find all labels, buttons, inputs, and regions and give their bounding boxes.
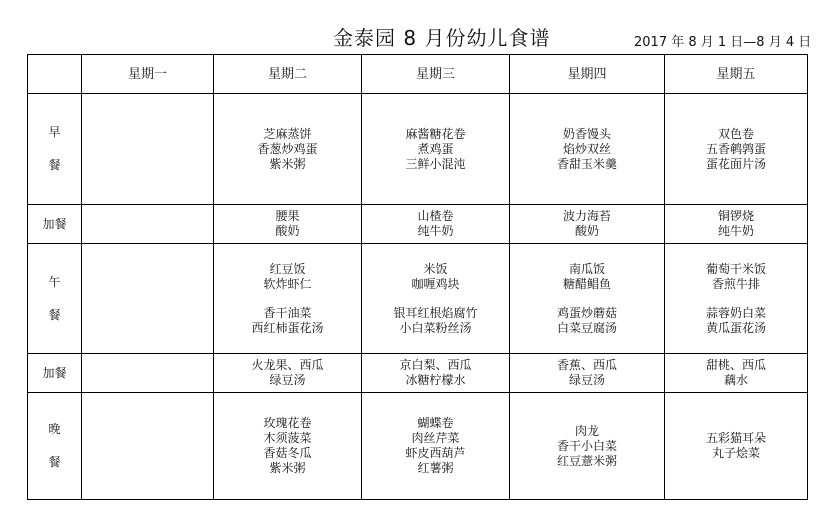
meal-label-text: 午 xyxy=(48,274,61,289)
meal-label-text: 早 xyxy=(48,125,61,139)
menu-cell xyxy=(665,244,808,354)
menu-cell xyxy=(214,393,362,500)
dish-item: 奶香馒头 xyxy=(562,126,611,141)
dish-item: 五彩猫耳朵 xyxy=(705,431,766,445)
dish-item: 西红柿蛋花汤 xyxy=(251,320,324,335)
dish-item: 肉丝芹菜 xyxy=(411,431,460,445)
meal-row xyxy=(28,393,808,500)
dish-item: 五香鹌鹑蛋 xyxy=(705,141,766,156)
menu-cell xyxy=(82,393,214,500)
dish-item: 肉龙 xyxy=(574,423,599,438)
header-row xyxy=(28,55,808,94)
menu-cell xyxy=(214,205,362,244)
dish-item: 小白菜粉丝汤 xyxy=(399,320,472,335)
dish-item: 虾皮西葫芦 xyxy=(405,446,466,460)
dish-item: 火龙果、西瓜 xyxy=(251,358,324,372)
dish-item: 咖喱鸡块 xyxy=(411,276,460,291)
meal-row xyxy=(28,205,808,244)
meal-label-text: 晚 xyxy=(48,422,61,436)
dish-item: 酸奶 xyxy=(275,224,300,238)
menu-cell xyxy=(510,354,665,393)
dish-item: 香菇冬瓜 xyxy=(263,446,312,460)
meal-row xyxy=(28,94,808,205)
dish-item: 冰糖柠檬水 xyxy=(405,373,466,387)
menu-cell xyxy=(362,244,510,354)
dish-item: 绿豆汤 xyxy=(568,373,605,387)
meal-label-text: 加餐 xyxy=(42,216,67,231)
menu-cell xyxy=(214,94,362,205)
day-header: 星期二 xyxy=(214,55,362,94)
dish-item: 蒜蓉奶白菜 xyxy=(705,305,766,320)
dish-item: 纯牛奶 xyxy=(417,224,454,238)
meal-label xyxy=(28,354,82,393)
dish-item: 南瓜饭 xyxy=(568,261,605,276)
dish-item: 波力海苔 xyxy=(562,209,611,223)
dish-item: 腰果 xyxy=(275,209,300,223)
dish-item: 铜锣烧 xyxy=(717,209,754,223)
dish-item: 糖醋鲳鱼 xyxy=(562,276,611,291)
dish-item: 京白梨、西瓜 xyxy=(399,358,472,372)
dish-item: 蝴蝶卷 xyxy=(417,416,454,430)
dish-item: 鸡蛋炒蘑菇 xyxy=(556,305,617,320)
meal-label-text: 餐 xyxy=(48,307,61,322)
menu-cell xyxy=(510,94,665,205)
day-header: 星期三 xyxy=(362,55,510,94)
dish-item: 玫瑰花卷 xyxy=(263,416,312,430)
dish-item: 藕水 xyxy=(723,373,748,387)
dish-item: 红豆饭 xyxy=(269,261,306,276)
meal-label xyxy=(28,244,82,354)
meal-label xyxy=(28,393,82,500)
dish-item: 紫米粥 xyxy=(269,461,306,475)
meal-label xyxy=(28,205,82,244)
day-header: 星期一 xyxy=(82,55,214,94)
meal-row xyxy=(28,244,808,354)
dish-item: 甜桃、西瓜 xyxy=(705,358,766,372)
dish-item: 蛋花面片汤 xyxy=(705,156,766,171)
dish-item: 白菜豆腐汤 xyxy=(556,320,617,335)
dish-item: 纯牛奶 xyxy=(717,224,754,238)
meal-row xyxy=(28,354,808,393)
menu-cell xyxy=(82,205,214,244)
cell-spacer xyxy=(214,292,361,306)
menu-cell xyxy=(82,244,214,354)
dish-item: 绿豆汤 xyxy=(269,373,306,387)
menu-table xyxy=(27,54,808,500)
cell-spacer xyxy=(362,292,509,306)
date-range: 2017 年 8 月 1 日—8 月 4 日 xyxy=(634,35,812,50)
menu-cell xyxy=(214,354,362,393)
day-header: 星期五 xyxy=(665,55,808,94)
dish-item: 香甜玉米羹 xyxy=(556,156,617,171)
menu-cell xyxy=(214,244,362,354)
menu-cell xyxy=(362,354,510,393)
menu-cell xyxy=(665,94,808,205)
dish-item: 酸奶 xyxy=(574,224,599,238)
menu-cell xyxy=(362,205,510,244)
meal-label-text: 餐 xyxy=(48,455,61,469)
dish-item: 双色卷 xyxy=(717,126,754,141)
menu-cell xyxy=(665,205,808,244)
dish-item: 米饭 xyxy=(423,261,448,276)
menu-cell xyxy=(362,393,510,500)
meal-label-text: 餐 xyxy=(48,158,61,172)
dish-item: 木须菠菜 xyxy=(263,431,312,445)
dish-item: 红薯粥 xyxy=(417,461,454,475)
dish-item: 紫米粥 xyxy=(269,156,306,171)
dish-item: 芝麻蒸饼 xyxy=(263,126,312,141)
menu-cell xyxy=(82,354,214,393)
menu-cell xyxy=(510,244,665,354)
page-title: 金泰园 8 月份幼儿食谱 xyxy=(333,26,551,50)
day-header: 星期四 xyxy=(510,55,665,94)
menu-cell xyxy=(510,205,665,244)
corner-cell xyxy=(28,55,82,94)
menu-cell xyxy=(665,393,808,500)
meal-label xyxy=(28,94,82,205)
dish-item: 焰炒双丝 xyxy=(562,141,611,156)
dish-item: 煮鸡蛋 xyxy=(417,141,454,156)
dish-item: 丸子烩菜 xyxy=(711,446,760,460)
cell-spacer xyxy=(665,292,807,306)
meal-label-text: 加餐 xyxy=(42,365,67,380)
menu-cell xyxy=(665,354,808,393)
dish-item: 香干油菜 xyxy=(263,305,312,320)
menu-cell xyxy=(510,393,665,500)
dish-item: 香蕉、西瓜 xyxy=(556,358,617,372)
dish-item: 黄瓜蛋花汤 xyxy=(705,320,766,335)
cell-spacer xyxy=(510,292,664,306)
dish-item: 三鲜小混沌 xyxy=(405,156,466,171)
menu-cell xyxy=(82,94,214,205)
dish-item: 山楂卷 xyxy=(417,209,454,223)
dish-item: 软炸虾仁 xyxy=(263,276,312,291)
dish-item: 香煎牛排 xyxy=(711,276,760,291)
dish-item: 麻酱糖花卷 xyxy=(405,126,466,141)
dish-item: 香葱炒鸡蛋 xyxy=(257,141,318,156)
dish-item: 香干小白菜 xyxy=(556,438,617,453)
dish-item: 红豆薏米粥 xyxy=(556,453,617,468)
menu-cell xyxy=(362,94,510,205)
dish-item: 葡萄干米饭 xyxy=(705,261,766,276)
dish-item: 银耳红根焰腐竹 xyxy=(393,305,478,320)
